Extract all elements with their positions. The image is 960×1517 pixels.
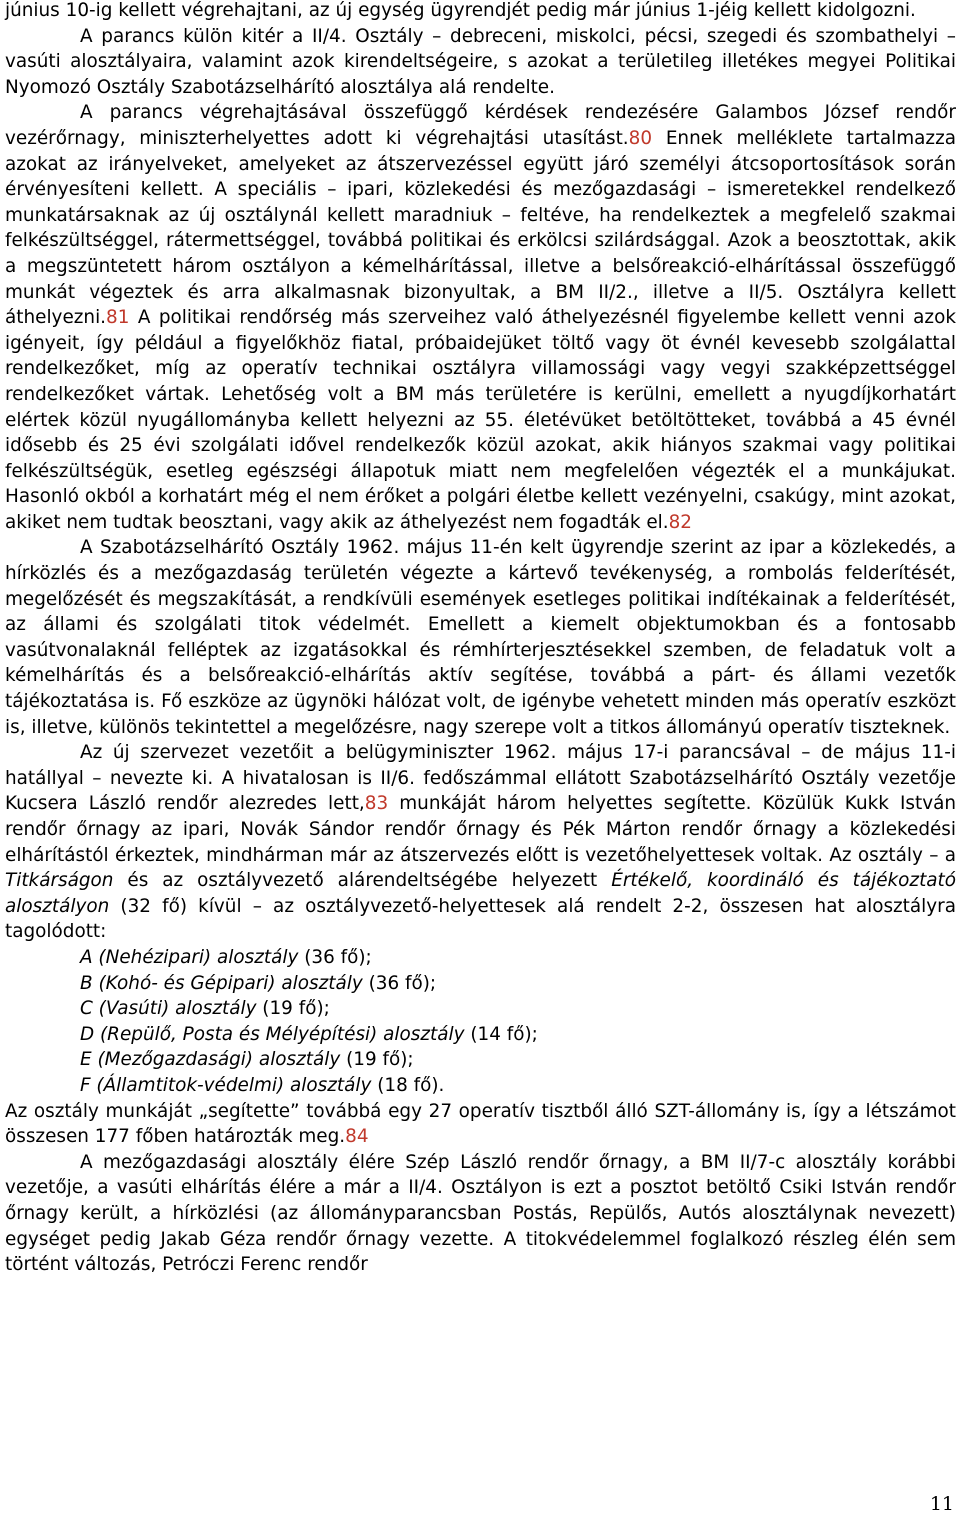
footnote-ref-81[interactable]: 81 <box>106 307 130 329</box>
paragraph-3 <box>5 100 956 535</box>
body-text <box>5 0 956 1278</box>
italic-titkarsag: Titkárságon <box>5 870 114 892</box>
list-item <box>80 1073 956 1099</box>
paragraph-6-text: Az osztály munkáját „segítette” továbbá egy 27 operatív tisztből álló SZT-állomány is, így a létszámot összesen 177 főben határozták meg. <box>5 1100 956 1148</box>
paragraph-7: A mezőgazdasági alosztály élére Szép László rendőr őrnagy, a BM II/7-c alosztály korábbi vezetője, a vasúti elhárítás élére a már a II/4. Osztályon is ezt a posztot betöltő Csiki István rendőr őrnagy került, a hírközlési (az állományparancsban Postás, Repülős, Autós alosztálynak nevezett) egységet pedig Jakab Géza rendőr őrnagy vezette. A titokvédelemmel foglalkozó részleg élén sem történt változás, Petróczi Ferenc rendőr <box>5 1151 956 1276</box>
list-item-count: (18 fő). <box>371 1074 445 1096</box>
paragraph-4: A Szabotázselhárító Osztály 1962. május 11-én kelt ügyrendje szerint az ipar a közlekedés, a hírközlés és a mezőgazdaság területén végezte a kártevő tevékenység, a rombolás felderítését, megelőzését és megszakítását, a rendkívüli események esetleges politikai indítékainak a felderítését, az állami és szolgálati titok védelmét. Emellett a kiemelt objektumokban és a fontosabb vasútvonalaknál felléptek az izgatásokkal és rémhírterjesztésekkel szemben, de feladatuk volt a kémelhárítás és a belsőreakció-elhárítás aktív segítése, továbbá a párt- és állami vezetők tájékoztatása is. Fő eszköze az ügynöki hálózat volt, de igénybe vehetett minden más operatív eszközt is, illetve, különös tekintettel a megelőzésre, nagy szerepe volt a titkos állományú operatív tiszteknek. <box>5 537 956 738</box>
paragraph-2: A parancs külön kitér a II/4. Osztály – debreceni, miskolci, pécsi, szegedi és szombathelyi – vasúti alosztályaira, valamint azok kirendeltségeire, s azokat a területileg illetékes megyei Politikai Nyomozó Osztály Szabotázselhárító alosztálya alá rendelte. <box>5 25 956 98</box>
list-item-name: E (Mezőgazdasági) alosztály <box>80 1049 341 1071</box>
list-item <box>80 1047 956 1073</box>
italic-ertekelo-alosztaly: Értékelő, koordináló és tájékoztató alosztályon <box>5 870 957 917</box>
paragraph-5-text-a: Az új szervezet vezetőit a belügyminiszter 1962. május 17-i parancsával – de május 11-i hatállyal – nevezte ki. A hivatalosan is II/6. fedőszámmal ellátott Szabotázselhárító Osztály vezetője Kucsera László rendőr alezredes lett, <box>5 742 956 815</box>
list-item-count: (19 fő); <box>340 1049 414 1071</box>
list-item-name: A (Nehézipari) alosztály <box>80 946 299 968</box>
list-item <box>80 971 956 997</box>
paragraph-1: június 10-ig kellett végrehajtani, az új egység ügyrendjét pedig már június 1-jéig kellett kidolgozni. <box>5 0 916 21</box>
list-item-count: (14 fő); <box>464 1023 538 1045</box>
paragraph-5 <box>5 740 956 945</box>
paragraph-3-text-c: A politikai rendőrség más szerveihez való áthelyezésnél figyelembe kellett venni azok igényeit, így például a figyelőkhöz fiatal, próbaidejüket töltő vagy öt évnél kevesebb szolgálattal rendelkezőket, míg az operatív technikai osztályra villamossági vagy vegyi szakképzettséggel rendelkezőket vártak. Lehetőség volt a BM más területére is kerülni, emellett a nyugdíjkorhatárt elértek közül nyugállományba kellett helyezni az 55. életévüket betöltötteket, továbbá a 45 évnél idősebb és 25 évi szolgálati idővel rendelkezők közül azokat, akik hiányos szakmai vagy politikai felkészültségük, esetleg egészségi állapotuk miatt nem megfelelően végezték el a munkájukat. Hasonló okból a korhatárt még el nem érőket a polgári életbe kellett vezényelni, csakúgy, mint azokat, akiket nem tudtak beosztani, vagy akik az áthelyezést nem fogadták el. <box>5 307 956 533</box>
list-item-name: D (Repülő, Posta és Mélyépítési) alosztály <box>80 1023 465 1045</box>
paragraph-5-text-d: (32 fő) kívül – az osztályvezető-helyettesek alá rendelt 2-2, összesen hat alosztályra tagolódott: <box>5 895 956 943</box>
paragraph-3-text-a: A parancs végrehajtásával összefüggő kérdések rendezésére Galambos József rendőr vezérőrnagy, miniszterhelyettes adott ki végrehajtási utasítást. <box>5 102 956 149</box>
page-number: 11 <box>929 1493 954 1515</box>
footnote-ref-83[interactable]: 83 <box>364 793 389 815</box>
footnote-ref-84[interactable]: 84 <box>345 1126 369 1148</box>
subdivision-list <box>5 945 956 1099</box>
paragraph-5-text-c: és az osztályvezető alárendeltségébe helyezett <box>113 870 612 892</box>
paragraph-3-text-b: Ennek melléklete tartalmazza azokat az irányelveket, amelyeket az átszervezéssel együtt járó személyi átcsoportosítások során érvényesíteni kellett. A speciális – ipari, közlekedési és mezőgazdasági – ismeretekkel rendelkező munkatársaknak az új osztálynál kellett maradniuk – feltéve, ha rendelkeztek a megfelelő szakmai felkészültséggel, rátermettséggel, továbbá politikai és erkölcsi szilárdsággal. Azok a beosztottak, akik a megszüntetett három osztályon a kémelhárítással, illetve a belsőreakció-elhárítással összefüggő munkát végeztek és arra alkalmasnak bizonyultak, a BM II/2., illetve a II/5. Osztályra kellett áthelyezni. <box>5 127 956 329</box>
list-item-count: (36 fő); <box>298 946 372 968</box>
list-item-name: F (Államtitok-védelmi) alosztály <box>80 1074 372 1096</box>
list-item-count: (19 fő); <box>256 998 330 1020</box>
paragraph-5-text-b: munkáját három helyettes segítette. Közülük Kukk István rendőr őrnagy az ipari, Novák Sándor rendőr őrnagy és Pék Márton rendőr őrnagy a közlekedési elhárítástól érkeztek, mindhárman már az átszervezés előtt is vezetőhelyettesek voltak. Az osztály – a <box>5 793 957 866</box>
list-item-count: (36 fő); <box>362 972 437 994</box>
list-item-name: B (Kohó- és Gépipari) alosztály <box>80 972 363 994</box>
footnote-ref-80[interactable]: 80 <box>628 127 653 149</box>
list-item-name: C (Vasúti) alosztály <box>80 998 257 1020</box>
footnote-ref-82[interactable]: 82 <box>668 511 692 533</box>
list-item <box>80 1022 956 1048</box>
list-item <box>80 996 956 1022</box>
paragraph-6 <box>5 1099 956 1150</box>
list-item <box>80 945 956 971</box>
